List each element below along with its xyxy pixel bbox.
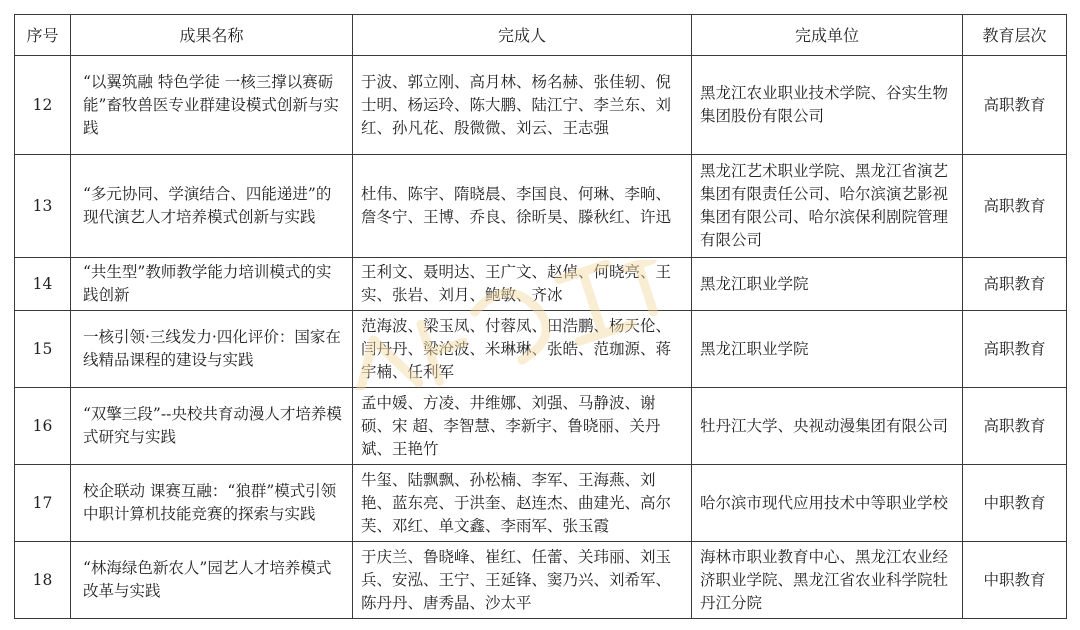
row-name: “双擎三段”--央校共育动漫人才培养模式研究与实践	[71, 388, 353, 465]
row-index: 16	[15, 388, 71, 465]
table-header	[15, 15, 1067, 56]
row-people: 于庆兰、鲁晓峰、崔红、任蕾、关玮丽、刘玉兵、安泓、王宁、王延锋、窦乃兴、刘希军、陈丹丹、唐秀晶、沙太平	[353, 542, 692, 619]
table-row	[15, 258, 1067, 311]
table-row	[15, 465, 1067, 542]
row-unit: 黑龙江农业职业技术学院、谷实生物集团股份有限公司	[692, 56, 963, 155]
table-row	[15, 155, 1067, 258]
row-index: 14	[15, 258, 71, 311]
row-people: 牛玺、陆飘飘、孙松楠、李军、王海燕、刘艳、蓝东亮、于洪奎、赵连杰、曲建光、高尔芙、邓红、单文鑫、李雨军、张玉霞	[353, 465, 692, 542]
row-index: 12	[15, 56, 71, 155]
table-row	[15, 311, 1067, 388]
achievements-table	[14, 14, 1067, 619]
row-people: 范海波、梁玉凤、付蓉凤、田浩鹏、杨天伦、闫丹丹、梁沧波、米琳琳、张皓、范珈源、蒋宇楠、任利军	[353, 311, 692, 388]
row-unit: 海林市职业教育中心、黑龙江农业经济职业学院、黑龙江省农业科学院牡丹江分院	[692, 542, 963, 619]
table-row	[15, 56, 1067, 155]
row-index: 17	[15, 465, 71, 542]
row-people: 孟中媛、方凌、井维娜、刘强、马静波、谢硕、宋 超、李智慧、李新宇、鲁晓丽、关丹斌、王艳竹	[353, 388, 692, 465]
row-people: 王利文、聂明达、王广文、赵倬、何晓亮、王实、张岩、刘月、鲍敏、齐冰	[353, 258, 692, 311]
header-people: 完成人	[353, 15, 692, 56]
row-level: 高职教育	[963, 155, 1067, 258]
row-level: 中职教育	[963, 465, 1067, 542]
row-name: “多元协同、学演结合、四能递进”的现代演艺人才培养模式创新与实践	[71, 155, 353, 258]
row-name: 一核引领·三线发力·四化评价：国家在线精品课程的建设与实践	[71, 311, 353, 388]
table-row	[15, 542, 1067, 619]
row-people: 于波、郭立刚、高月林、杨名赫、张佳轫、倪士明、杨运玲、陈大鹏、陆江宁、李兰东、刘红、孙凡花、殷微微、刘云、王志强	[353, 56, 692, 155]
row-level: 中职教育	[963, 542, 1067, 619]
header-name: 成果名称	[71, 15, 353, 56]
header-index: 序号	[15, 15, 71, 56]
row-index: 15	[15, 311, 71, 388]
row-name: 校企联动 课赛互融：“狼群”模式引领中职计算机技能竞赛的探索与实践	[71, 465, 353, 542]
row-level: 高职教育	[963, 258, 1067, 311]
header-unit: 完成单位	[692, 15, 963, 56]
row-level: 高职教育	[963, 56, 1067, 155]
table-body	[15, 56, 1067, 619]
row-level: 高职教育	[963, 311, 1067, 388]
table-row	[15, 388, 1067, 465]
row-people: 杜伟、陈宇、隋晓晨、李国良、何琳、李晌、詹冬宁、王博、乔良、徐昕昊、滕秋红、许迅	[353, 155, 692, 258]
row-name: “林海绿色新农人”园艺人才培养模式改革与实践	[71, 542, 353, 619]
row-index: 13	[15, 155, 71, 258]
row-unit: 牡丹江大学、央视动漫集团有限公司	[692, 388, 963, 465]
row-unit: 黑龙江职业学院	[692, 258, 963, 311]
header-level: 教育层次	[963, 15, 1067, 56]
row-level: 高职教育	[963, 388, 1067, 465]
row-name: “共生型”教师教学能力培训模式的实践创新	[71, 258, 353, 311]
row-unit: 黑龙江职业学院	[692, 311, 963, 388]
row-unit: 哈尔滨市现代应用技术中等职业学校	[692, 465, 963, 542]
row-name: “以翼筑融 特色学徒 一核三撑以赛砺能”畜牧兽医专业群建设模式创新与实践	[71, 56, 353, 155]
row-unit: 黑龙江艺术职业学院、黑龙江省演艺集团有限责任公司、哈尔滨演艺影视集团有限公司、哈尔滨保利剧院管理有限公司	[692, 155, 963, 258]
row-index: 18	[15, 542, 71, 619]
header-row	[15, 15, 1067, 56]
